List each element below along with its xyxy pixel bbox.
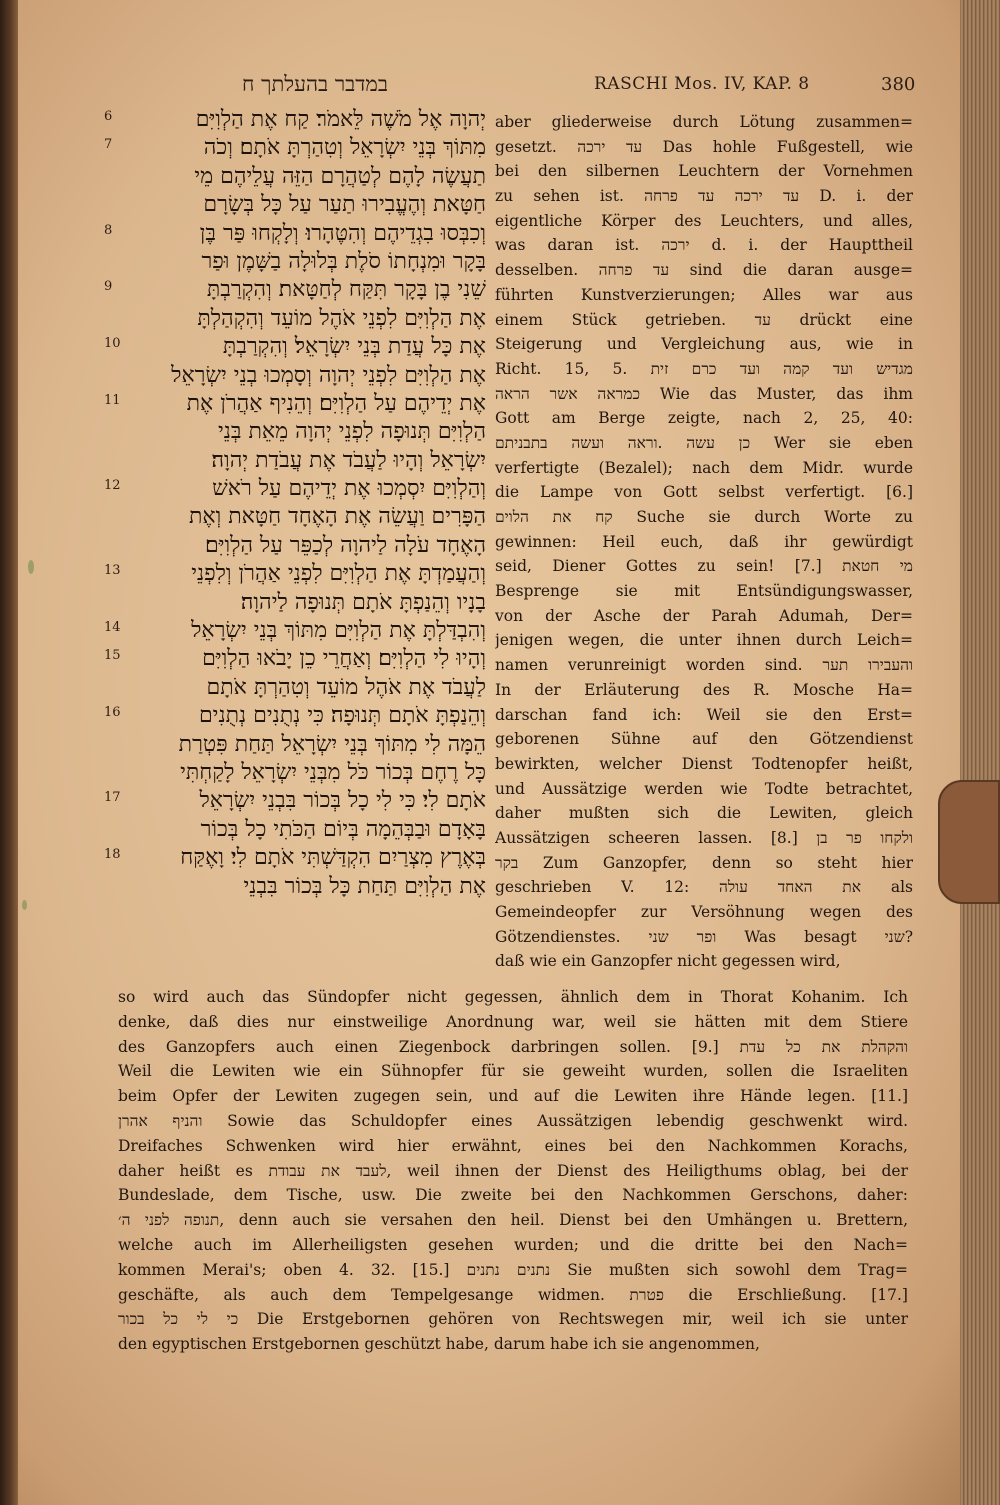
hebrew-verse-text: בָּקָר וּמִנְחָתוֹ סֹלֶת בְּלוּלָה בַשָּׁמֶן וּפַר: [201, 248, 486, 274]
hebrew-verse-text: אֶת הַלְוִיִּם לִפְנֵי יְהוָה וְסָמְכוּ בְנֵי יִשְׂרָאֵל: [171, 362, 486, 388]
hebrew-line: [100, 390, 486, 418]
hebrew-line: [100, 248, 486, 276]
commentary-line: denke, daß dies nur einstweilige Anordnung war, weil sie hätten mit dem Stiere: [118, 1012, 908, 1031]
commentary-line: welche auch im Allerheiligsten gesehen wurden; und die dritte bei den Nach=: [118, 1235, 908, 1254]
verse-number: 13: [104, 563, 121, 579]
verse-number: 14: [104, 620, 121, 636]
commentary-line: daß wie ein Ganzopfer nicht gegessen wird,: [495, 952, 841, 971]
commentary-line: den egyptischen Erstgebornen geschützt habe, darum habe ich sie angenommen,: [118, 1335, 760, 1354]
hebrew-verse-text: אֶת הַלְוִיִּם לִפְנֵי אֹהֶל מוֹעֵד וְהִקְהַלְתָּ: [197, 305, 486, 331]
hebrew-verse-text: תַעֲשֶׂה לָהֶם לְטַהֲרָם הַזֵּה עֲלֵיהֶם מֵי: [194, 163, 486, 189]
hebrew-verse-text: הָאֶחָד עֹלָה לַיהוָה לְכַפֵּר עַל הַלְוִיִּם׃: [204, 532, 486, 558]
commentary-line: zu sehen ist. עד ירכה עד פרחה D. i. der: [495, 187, 913, 206]
hebrew-verse-text: יִשְׂרָאֵל וְהָיוּ לַעֲבֹד אֶת עֲבֹדַת יְהוָה׃: [211, 447, 486, 473]
hebrew-line: [100, 475, 486, 503]
hebrew-verse-text: אֹתָם לִי׃ כִּי לִי כָל בְּכוֹר בִּבְנֵי יִשְׂרָאֵל: [199, 788, 486, 814]
commentary-line: seid, Diener Gottes zu sein! [7.] מי חטאת: [495, 557, 913, 576]
commentary-column: [495, 110, 913, 974]
hebrew-verse-text: כָּל רֶחֶם בְּכוֹר כֹּל מִבְּנֵי יִשְׂרָאֵל לָקַחְתִּי: [180, 759, 486, 785]
commentary-line: In der Erläuterung des R. Mosche Ha=: [495, 680, 913, 699]
hebrew-verse-text: שֵׁנִי בֶן בָּקָר תִּקַּח לְחַטָּאת׃ וְהִקְרַבְתָּ: [206, 277, 486, 303]
commentary-line: führten Kunstverzierungen; Alles war aus: [495, 285, 913, 304]
verse-number: 11: [104, 392, 121, 408]
commentary-line: כמראה אשר הראה Wie das Muster, das ihm: [495, 384, 913, 403]
hebrew-line: [100, 645, 486, 673]
verse-number: 15: [104, 648, 121, 664]
hebrew-line: [100, 503, 486, 531]
running-head: RASCHI Mos. IV, KAP. 8: [594, 74, 810, 94]
thumb-index-tab: [938, 780, 1000, 904]
hebrew-verse-text: וְהַלְוִיִּם יִסְמְכוּ אֶת יְדֵיהֶם עַל רֹאשׁ: [212, 476, 486, 502]
hebrew-running-title: במדבר בהעלתך ח: [242, 72, 388, 96]
commentary-line: von der Asche der Parah Adumah, Der=: [495, 606, 913, 625]
hebrew-verse-text: וְהִבְדַּלְתָּ אֶת הַלְוִיִּם מִתּוֹךְ בְּנֵי יִשְׂרָאֵל: [191, 618, 486, 644]
commentary-line: Weil die Lewiten wie ein Sühnopfer für sie geweiht wurden, sollen die Israeliten: [118, 1062, 908, 1081]
commentary-line: Gott am Berge zeigte, nach 2, 25, 40:: [495, 409, 913, 428]
commentary-line: Dreifaches Schwenken wird hier erwähnt, eines bei den Nachkommen Korachs,: [118, 1136, 908, 1155]
commentary-line: darschan fand ich: Weil sie den Erst=: [495, 705, 913, 724]
hebrew-line: [100, 134, 486, 162]
hebrew-verse-text: חַטָּאת וְהֶעֱבִירוּ תַעַר עַל כָּל בְּשָׂרָם: [203, 192, 486, 218]
hebrew-line: [100, 418, 486, 446]
verse-number: 18: [104, 847, 121, 863]
hebrew-line: [100, 759, 486, 787]
hebrew-verse-text: הַלְוִיִּם תְּנוּפָה לִפְנֵי יְהוָה מֵאֵת בְּנֵי: [217, 419, 486, 445]
commentary-line: namen verunreinigt worden sind. והעבירו תער: [495, 656, 913, 675]
hebrew-line: [100, 106, 486, 134]
hebrew-line: [100, 191, 486, 219]
commentary-line: was daran ist. ירכה d. i. der Haupttheil: [495, 236, 913, 255]
hebrew-line: [100, 844, 486, 872]
book-binding: [0, 0, 18, 1505]
commentary-line: Aussätzigen scheeren lassen. [8.] ולקחו פר בן: [495, 828, 913, 847]
commentary-line: bewirkten, welcher Dienst Todtenopfer heißt,: [495, 754, 913, 773]
hebrew-line: [100, 276, 486, 304]
commentary-line: bei den silbernen Leuchtern der Vornehmen: [495, 162, 913, 181]
hebrew-line: [100, 362, 486, 390]
commentary-line: beim Opfer der Lewiten zugegen sein, und auf die Lewiten ihre Hände legen. [11.]: [118, 1087, 908, 1106]
hebrew-verse-text: אֶת הַלְוִיִּם תַּחַת כָּל בְּכוֹר בִּבְנֵי: [243, 873, 486, 899]
commentary-line: jenigen wegen, die unter ihnen durch Leich=: [495, 631, 913, 650]
commentary-line: und Aussätzige werden wie Todte betrachtet,: [495, 779, 913, 798]
hebrew-line: [100, 220, 486, 248]
commentary-line: Richt. 15, 5. מגדיש ועד קמה ועד כרם זית: [495, 359, 913, 378]
hebrew-verse-text: וְכִבְּסוּ בִגְדֵיהֶם וְהִטֶּהָרוּ׃ וְלָקְחוּ פַּר בֶּן: [199, 220, 486, 246]
commentary-line: Besprenge sie mit Entsündigungswasser,: [495, 582, 913, 601]
commentary-line: בקר Zum Ganzopfer, denn so steht hier: [495, 853, 913, 872]
hebrew-text-column: [100, 106, 486, 901]
commentary-line: והניף אהרן Sowie das Schuldopfer eines Aussätzigen lebendig geschwenkt wird.: [118, 1111, 908, 1130]
commentary-line: kommen Merai's; oben 4. 32. [15.] נתנים נתנים Sie mußten sich sowohl dem Trag=: [118, 1260, 908, 1279]
hebrew-line: [100, 447, 486, 475]
verse-number: 9: [104, 279, 113, 295]
hebrew-verse-text: מִתּוֹךְ בְּנֵי יִשְׂרָאֵל וְטִהַרְתָּ אֹתָם׃ וְכֹה: [203, 135, 486, 161]
stain-mark: [28, 560, 34, 574]
verse-number: 12: [104, 478, 121, 494]
hebrew-verse-text: אֶת יְדֵיהֶם עַל הַלְוִיִּם׃ וְהֵנִיף אַהֲרֹן אֶת: [186, 390, 486, 416]
hebrew-line: [100, 873, 486, 901]
hebrew-line: [100, 163, 486, 191]
commentary-line: eigentliche Körper des Leuchters, und alles,: [495, 211, 913, 230]
hebrew-verse-text: אֶת כָּל עֲדַת בְּנֵי יִשְׂרָאֵל׃ וְהִקְרַבְתָּ: [222, 334, 486, 360]
commentary-line: aber gliederweise durch Lötung zusammen=: [495, 113, 913, 131]
verse-number: 16: [104, 705, 121, 721]
commentary-line: die Lampe von Gott selbst verfertigt. [6.]: [495, 483, 913, 502]
commentary-line: קח את הלוים Suche sie durch Worte zu: [495, 508, 913, 526]
hebrew-verse-text: וְהָיוּ לִי הַלְוִיִּם׃ וְאַחֲרֵי כֵן יָבֹאוּ הַלְוִיִּם: [202, 646, 486, 672]
commentary-line: Bundeslade, dem Tische, usw. Die zweite bei den Nachkommen Gerschons, daher:: [118, 1186, 908, 1205]
hebrew-line: [100, 333, 486, 361]
commentary-line: geborenen Sühne auf den Götzendienst: [495, 730, 913, 749]
commentary-line: so wird auch das Sündopfer nicht gegessen, ähnlich dem in Thorat Kohanim. Ich: [118, 988, 908, 1006]
commentary-line: daher mußten sich die Lewiten, gleich: [495, 804, 913, 823]
commentary-line: einem Stück getrieben. עד drückt eine: [495, 310, 913, 329]
hebrew-verse-text: יְהוָה אֶל מֹשֶׁה לֵּאמֹר׃ קַח אֶת הַלְוִיִּם: [195, 107, 486, 132]
hebrew-verse-text: לַעֲבֹד אֶת אֹהֶל מוֹעֵד וְטִהַרְתָּ אֹתָם: [206, 674, 486, 700]
commentary-line: geschäfte, als auch dem Tempelgesange widmen. פטרת die Erschließung. [17.]: [118, 1285, 908, 1304]
verse-number: 8: [104, 222, 113, 238]
commentary-line: כי לי כל בכור Die Erstgebornen gehören von Rechtswegen mir, weil ich sie unter: [118, 1310, 908, 1329]
verse-number: 7: [104, 137, 113, 153]
commentary-line: des Ganzopfers auch einen Ziegenbock darbringen sollen. [9.] והקהלת את כל עדת: [118, 1037, 908, 1056]
page-fore-edge: [960, 0, 1000, 1505]
hebrew-verse-text: וְהֵנַפְתָּ אֹתָם תְּנוּפָה׃ כִּי נְתֻנִים נְתֻנִים: [198, 703, 486, 729]
verse-number: 10: [104, 336, 121, 352]
hebrew-verse-text: בָנָיו וְהֵנַפְתָּ אֹתָם תְּנוּפָה לַיהוָה׃: [240, 589, 486, 615]
hebrew-line: [100, 589, 486, 617]
commentary-line: gewinnen: Heil euch, daß ihr gewürdigt: [495, 532, 913, 551]
hebrew-verse-text: בְּאֶרֶץ מִצְרַיִם הִקְדַּשְׁתִּי אֹתָם לִי׃ וָאֶקַּח: [180, 845, 486, 871]
hebrew-line: [100, 674, 486, 702]
stain-mark: [22, 900, 27, 910]
hebrew-verse-text: בָּאָדָם וּבַבְּהֵמָה בְּיוֹם הַכֹּתִי כָל בְּכוֹר: [200, 816, 486, 842]
hebrew-line: [100, 617, 486, 645]
hebrew-line: [100, 787, 486, 815]
hebrew-line: [100, 305, 486, 333]
commentary-line: כן עשה .וראה ועשה בתבניתם Wer sie eben: [495, 433, 913, 452]
hebrew-line: [100, 731, 486, 759]
hebrew-verse-text: וְהַעֲמַדְתָּ אֶת הַלְוִיִּם לִפְנֵי אַהֲרֹן וְלִפְנֵי: [191, 561, 486, 587]
commentary-full-width: [118, 985, 908, 1357]
page-number: 380: [881, 74, 916, 95]
commentary-line: verfertigte (Bezalel); nach dem Midr. wurde: [495, 458, 913, 477]
commentary-line: daher heißt es לעבד את עבודת, weil ihnen der Dienst des Heiligthums oblag, bei der: [118, 1161, 908, 1180]
commentary-line: Götzendienstes. ופר שני Was besagt שני?: [495, 927, 913, 946]
hebrew-line: [100, 560, 486, 588]
verse-number: 6: [104, 109, 113, 124]
commentary-line: Steigerung und Vergleichung aus, wie in: [495, 335, 913, 354]
commentary-line: Gemeindeopfer zur Versöhnung wegen des: [495, 903, 913, 921]
hebrew-verse-text: הֵמָּה לִי מִתּוֹךְ בְּנֵי יִשְׂרָאֵל תַּחַת פִּטְרַת: [178, 731, 486, 757]
commentary-line: geschrieben V. 12: את האחד עולה als: [495, 878, 913, 897]
hebrew-line: [100, 532, 486, 560]
commentary-line: תנופה לפני ה׳, denn auch sie versahen den heil. Dienst bei den Umhängen u. Brettern,: [118, 1211, 908, 1230]
hebrew-verse-text: הַפָּרִים וַעֲשֵׂה אֶת הָאֶחָד חַטָּאת וְאֶת: [188, 504, 486, 530]
verse-number: 17: [104, 790, 121, 806]
commentary-line: gesetzt. עד ירכה Das hohle Fußgestell, wie: [495, 137, 913, 156]
commentary-line: desselben. עד פרחה sind die daran ausge=: [495, 261, 913, 280]
hebrew-line: [100, 816, 486, 844]
hebrew-line: [100, 702, 486, 730]
